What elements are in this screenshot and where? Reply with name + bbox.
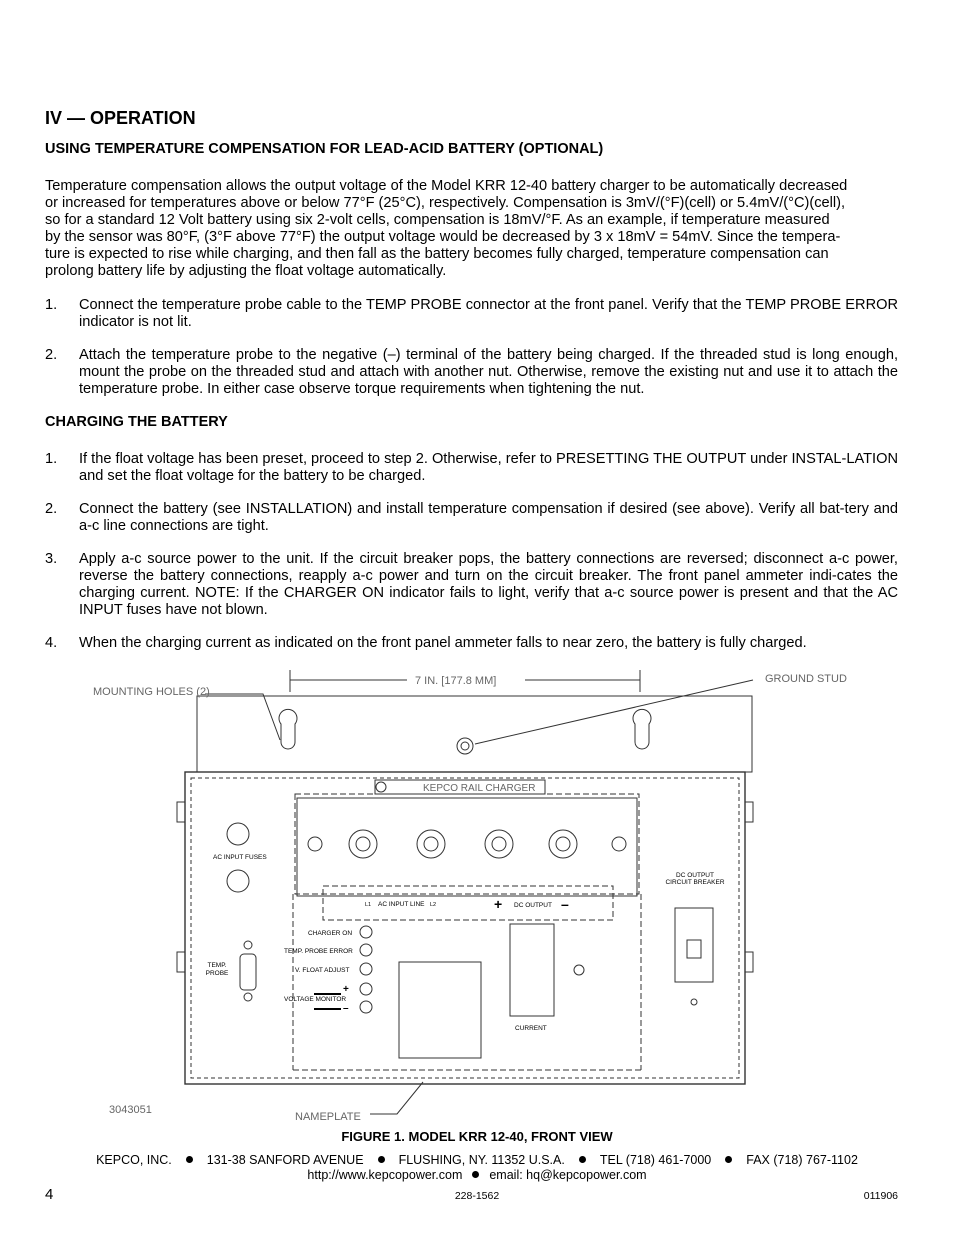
temp-probe-label: TEMP. [207, 962, 227, 969]
front-view-figure [85, 662, 875, 1122]
breaker-toggle [687, 940, 701, 958]
date-code: 011906 [863, 1190, 898, 1202]
terminal-plus-inner [492, 837, 506, 851]
current-label: CURRENT [515, 1025, 547, 1032]
plus-symbol: + [494, 896, 503, 912]
ac-input-fuses-label: AC INPUT FUSES [213, 854, 267, 861]
brand-plate-label: KEPCO RAIL CHARGER [423, 783, 536, 794]
dc-output-label: DC OUTPUT [514, 902, 552, 909]
terminal-minus [549, 830, 577, 858]
intro-line: so for a standard 12 Volt battery using six 2-volt cells, compensation is 18mV/°F. As an example, if temperature measured [45, 212, 830, 228]
footer-tel: TEL (718) 461-7000 [599, 1153, 712, 1167]
footer-website: http://www.kepcopower.com [307, 1168, 463, 1182]
terminal-l1-inner [356, 837, 370, 851]
ac-fuse [227, 870, 249, 892]
doc-number: 228-1562 [454, 1190, 500, 1202]
l1-label: L1 [365, 902, 372, 908]
bullet-icon [725, 1156, 732, 1163]
section-title: IV — OPERATION [45, 108, 196, 128]
ac-fuse [227, 823, 249, 845]
bullet-icon [472, 1171, 479, 1178]
terminal-l1 [349, 830, 377, 858]
chassis-inner [191, 778, 739, 1078]
temp-comp-intro [45, 178, 898, 280]
circuit-breaker [675, 908, 713, 982]
footer-address: 131-38 SANFORD AVENUE [206, 1153, 364, 1167]
footer-email: email: hq@kepcopower.com [489, 1168, 647, 1182]
step-text: If the float voltage has been preset, proceed to step 2. Otherwise, refer to PRESETTING THE OUTPUT under INSTAL-LATION and set the float voltage for the battery to be charged. [79, 451, 898, 484]
footer-company: KEPCO, INC. [96, 1153, 172, 1167]
footer-contact [0, 1153, 954, 1167]
voltage-monitor-label: VOLTAGE MONITOR [284, 996, 347, 1003]
ground-stud-leader [475, 680, 753, 744]
ammeter-screw [574, 965, 584, 975]
dc-breaker-label: DC OUTPUT [676, 872, 714, 879]
mounting-hole [633, 709, 651, 749]
minus-symbol: – [561, 896, 569, 912]
temp-probe-error-label: TEMP. PROBE ERROR [284, 948, 353, 955]
footer-city: FLUSHING, NY. 11352 U.S.A. [398, 1153, 565, 1167]
step-text: When the charging current as indicated on the front panel ammeter falls to near zero, the battery is fully charged. [79, 635, 807, 651]
drawing-number: 3043051 [109, 1104, 152, 1116]
ammeter [510, 924, 554, 1016]
bracket [745, 952, 753, 972]
charger-on-label: CHARGER ON [308, 930, 353, 937]
temp-comp-heading: USING TEMPERATURE COMPENSATION FOR LEAD-ACID BATTERY (OPTIONAL) [45, 141, 604, 157]
mounting-holes-label: MOUNTING HOLES (2) [93, 686, 210, 698]
terminal-screw [612, 837, 626, 851]
intro-line: prolong battery life by adjusting the float voltage automatically. [45, 263, 447, 279]
figure-caption: FIGURE 1. MODEL KRR 12-40, FRONT VIEW [341, 1129, 613, 1144]
bracket [177, 952, 185, 972]
monitor-minus-symbol: – [343, 1003, 349, 1014]
ac-input-line-label: AC INPUT LINE [378, 901, 425, 908]
mounting-holes-leader [205, 694, 280, 740]
temp-probe-label: PROBE [205, 970, 229, 977]
plate-screw [376, 782, 386, 792]
float-adjust-label: V. FLOAT ADJUST [295, 967, 350, 974]
step-text: Connect the temperature probe cable to the TEMP PROBE connector at the front panel. Verify that the TEMP PROBE ERROR indicator is not lit. [79, 297, 898, 330]
footer-web [0, 1168, 954, 1182]
voltage-monitor-plus [360, 983, 372, 995]
dimension-label: 7 IN. [177.8 MM] [415, 675, 497, 687]
terminal-minus-inner [556, 837, 570, 851]
breaker-screw [691, 999, 697, 1005]
monitor-plus-symbol: + [343, 984, 349, 995]
bullet-icon [378, 1156, 385, 1163]
footer-fax: FAX (718) 767-1102 [746, 1153, 858, 1167]
intro-line: Temperature compensation allows the output voltage of the Model KRR 12-40 battery charger to be automatically decreased [45, 178, 848, 194]
intro-line: ture is expected to rise while charging, and then fall as the battery becomes fully charged, temperature compensation can [45, 246, 829, 262]
step-text: Connect the battery (see INSTALLATION) and install temperature compensation if desired (see above). Verify all bat-tery and a-c line connections are tight. [79, 501, 898, 534]
intro-line: or increased for temperatures above or below 77°F (25°C), respectively. Compensation is 3mV/(°F)(cell) or 5.4mV/(°C)(cell), [45, 195, 846, 211]
step-text: Apply a-c source power to the unit. If the circuit breaker pops, the battery connections are reversed; disconnect a-c power, reverse the battery connections, reapply a-c power and turn on the circuit breaker. The front panel ammeter indi-cates the charging current. NOTE: If the CHARGER ON indicator fails to light, verify that a-c source power is present and that the AC INPUT fuses have not blown. [79, 551, 898, 618]
front-view-drawing [85, 662, 875, 1122]
step-number: 1. [45, 451, 58, 467]
mounting-plate [197, 696, 752, 772]
bullet-icon [186, 1156, 193, 1163]
nameplate-label: NAMEPLATE [295, 1111, 361, 1122]
connector-screw [244, 941, 252, 949]
chassis [185, 772, 745, 1084]
ground-stud-inner [461, 742, 469, 750]
temp-probe-connector [240, 954, 256, 990]
terminal-screw [308, 837, 322, 851]
intro-line: by the sensor was 80°F, (3°F above 77°F) the output voltage would be decreased by 3 x 18mV = 54mV. Since the tempera- [45, 229, 841, 245]
mounting-hole [279, 709, 297, 749]
bracket [177, 802, 185, 822]
l2-label: L2 [430, 902, 437, 908]
step-text: Attach the temperature probe to the negative (–) terminal of the battery being charged. If the threaded stud is long enough, mount the probe on the threaded stud and attach with another nut. Otherwise, remove the existing nut and use it to attach the temperature probe. In either case observe torque requirements when tightening the nut. [79, 347, 898, 397]
step-number: 2. [45, 501, 58, 517]
terminal-block-inner [297, 798, 637, 896]
terminal-l2 [417, 830, 445, 858]
step-number: 2. [45, 347, 58, 363]
charging-heading: CHARGING THE BATTERY [45, 414, 228, 430]
voltage-monitor-minus [360, 1001, 372, 1013]
page-number: 4 [45, 1186, 54, 1203]
charger-on-led [360, 926, 372, 938]
nameplate-leader [370, 1082, 423, 1114]
terminal-block [295, 794, 639, 894]
bracket [745, 802, 753, 822]
step-number: 4. [45, 635, 58, 651]
dc-breaker-label: CIRCUIT BREAKER [665, 879, 725, 886]
step-number: 1. [45, 297, 58, 313]
terminal-plus [485, 830, 513, 858]
connector-screw [244, 993, 252, 1001]
ground-stud [457, 738, 473, 754]
ground-stud-label: GROUND STUD [765, 673, 847, 685]
float-adjust-pot [360, 963, 372, 975]
terminal-l2-inner [424, 837, 438, 851]
bullet-icon [579, 1156, 586, 1163]
step-number: 3. [45, 551, 58, 567]
nameplate-area [399, 962, 481, 1058]
temp-probe-error-led [360, 944, 372, 956]
